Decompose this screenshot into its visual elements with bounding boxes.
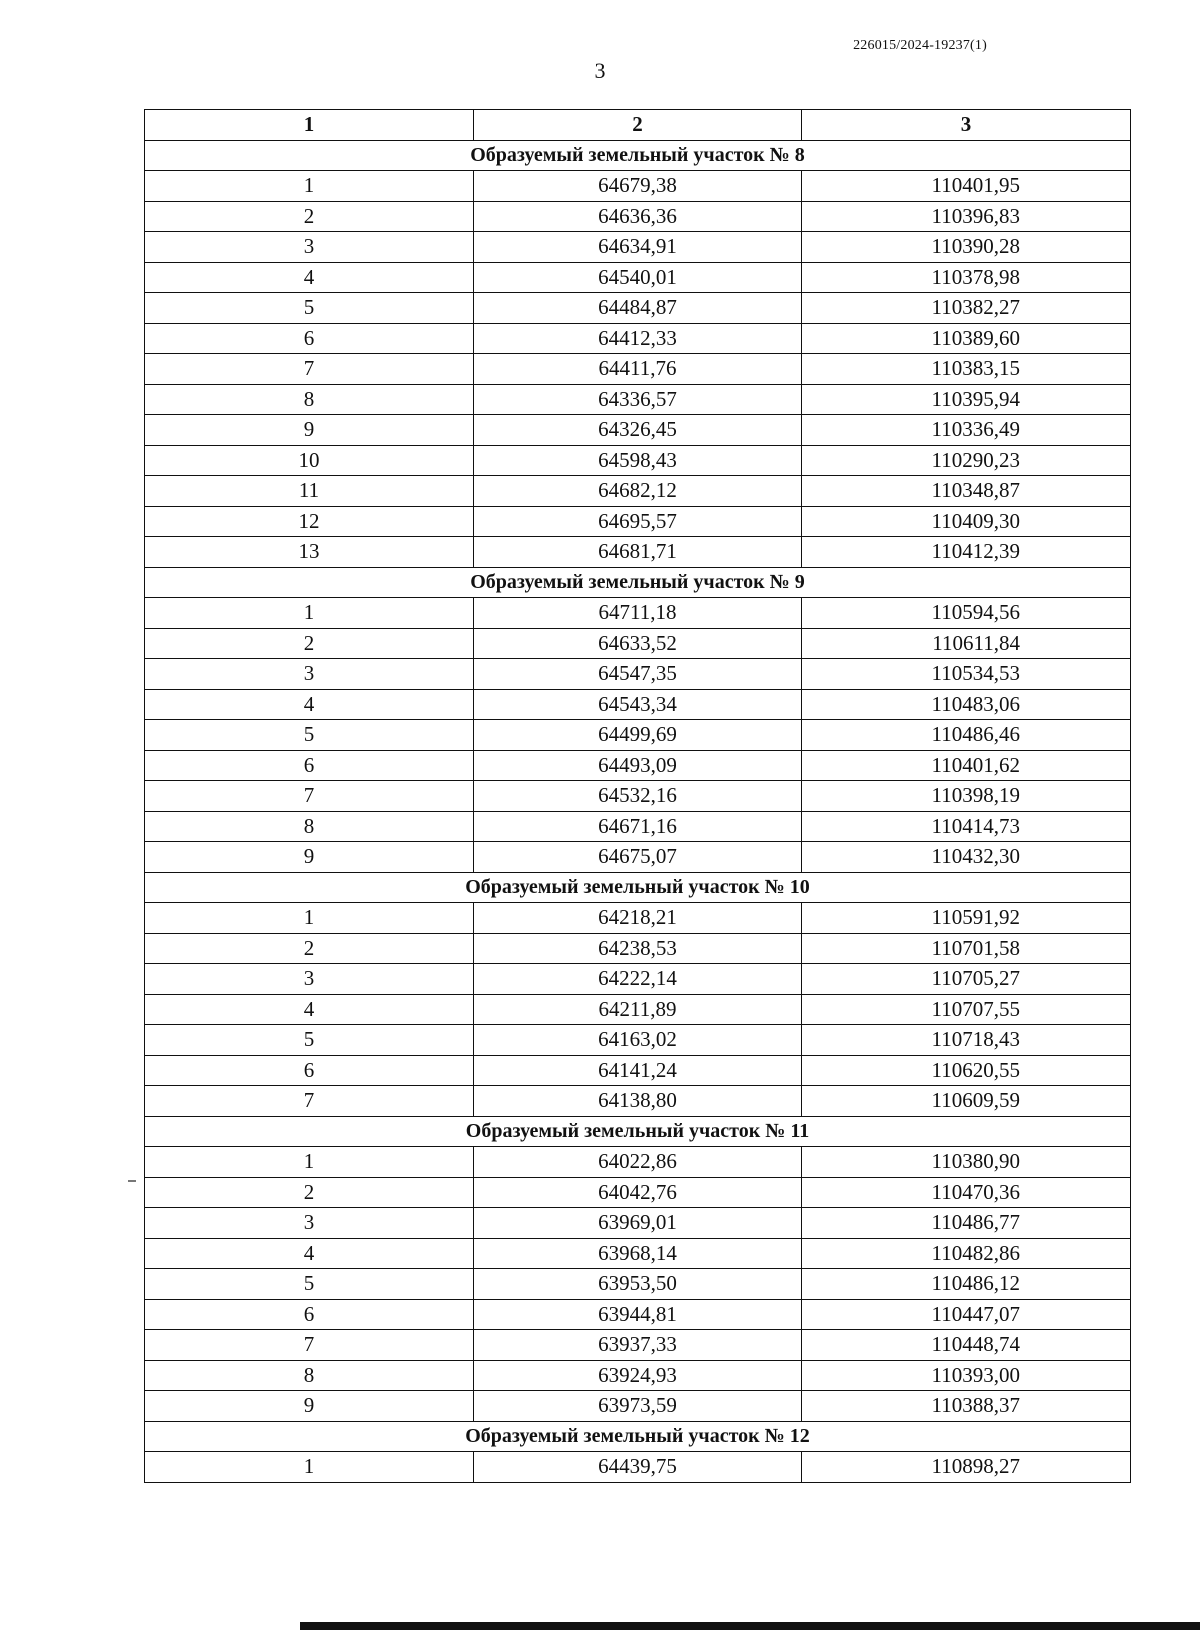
y-coordinate-cell: 110483,06 (802, 689, 1131, 720)
x-coordinate-cell: 64022,86 (474, 1147, 802, 1178)
x-coordinate-cell: 64711,18 (474, 598, 802, 629)
point-number-cell: 3 (145, 964, 474, 995)
section-title: Образуемый земельный участок № 12 (145, 1421, 1131, 1452)
y-coordinate-cell: 110398,19 (802, 781, 1131, 812)
y-coordinate-cell: 110701,58 (802, 933, 1131, 964)
table-row (145, 1025, 1131, 1056)
y-coordinate-cell: 110414,73 (802, 811, 1131, 842)
x-coordinate-cell: 64042,76 (474, 1177, 802, 1208)
x-coordinate-cell: 64636,36 (474, 201, 802, 232)
point-number-cell: 7 (145, 1086, 474, 1117)
point-number-cell: 1 (145, 1452, 474, 1483)
x-coordinate-cell: 64679,38 (474, 171, 802, 202)
y-coordinate-cell: 110898,27 (802, 1452, 1131, 1483)
point-number-cell: 5 (145, 1269, 474, 1300)
table-row (145, 811, 1131, 842)
x-coordinate-cell: 64634,91 (474, 232, 802, 263)
x-coordinate-cell: 64681,71 (474, 537, 802, 568)
y-coordinate-cell: 110486,77 (802, 1208, 1131, 1239)
y-coordinate-cell: 110380,90 (802, 1147, 1131, 1178)
y-coordinate-cell: 110470,36 (802, 1177, 1131, 1208)
x-coordinate-cell: 64222,14 (474, 964, 802, 995)
table-row (145, 598, 1131, 629)
table-row (145, 933, 1131, 964)
point-number-cell: 7 (145, 781, 474, 812)
y-coordinate-cell: 110393,00 (802, 1360, 1131, 1391)
table-row (145, 323, 1131, 354)
scan-mark (128, 1180, 136, 1182)
table-row (145, 384, 1131, 415)
section-title-row (145, 567, 1131, 598)
point-number-cell: 6 (145, 1055, 474, 1086)
point-number-cell: 5 (145, 1025, 474, 1056)
table-row (145, 1330, 1131, 1361)
table-row (145, 293, 1131, 324)
x-coordinate-cell: 64411,76 (474, 354, 802, 385)
table-row (145, 445, 1131, 476)
table-row (145, 903, 1131, 934)
point-number-cell: 1 (145, 598, 474, 629)
table-row (145, 232, 1131, 263)
x-coordinate-cell: 64141,24 (474, 1055, 802, 1086)
table-row (145, 689, 1131, 720)
y-coordinate-cell: 110389,60 (802, 323, 1131, 354)
table-row (145, 628, 1131, 659)
table-row (145, 1238, 1131, 1269)
y-coordinate-cell: 110620,55 (802, 1055, 1131, 1086)
table-row (145, 1055, 1131, 1086)
y-coordinate-cell: 110482,86 (802, 1238, 1131, 1269)
x-coordinate-cell: 64218,21 (474, 903, 802, 934)
y-coordinate-cell: 110390,28 (802, 232, 1131, 263)
table-row (145, 354, 1131, 385)
point-number-cell: 3 (145, 659, 474, 690)
table-row (145, 1086, 1131, 1117)
y-coordinate-cell: 110486,12 (802, 1269, 1131, 1300)
y-coordinate-cell: 110447,07 (802, 1299, 1131, 1330)
table-row (145, 476, 1131, 507)
table-row (145, 1299, 1131, 1330)
table-row (145, 262, 1131, 293)
point-number-cell: 10 (145, 445, 474, 476)
x-coordinate-cell: 63969,01 (474, 1208, 802, 1239)
x-coordinate-cell: 64439,75 (474, 1452, 802, 1483)
point-number-cell: 8 (145, 811, 474, 842)
y-coordinate-cell: 110290,23 (802, 445, 1131, 476)
section-title-row (145, 872, 1131, 903)
point-number-cell: 2 (145, 628, 474, 659)
point-number-cell: 12 (145, 506, 474, 537)
table-row (145, 994, 1131, 1025)
header-cell-point: 1 (145, 110, 474, 141)
y-coordinate-cell: 110388,37 (802, 1391, 1131, 1422)
section-title-row (145, 1421, 1131, 1452)
y-coordinate-cell: 110486,46 (802, 720, 1131, 751)
table-row (145, 964, 1131, 995)
y-coordinate-cell: 110707,55 (802, 994, 1131, 1025)
table-row (145, 171, 1131, 202)
point-number-cell: 1 (145, 903, 474, 934)
x-coordinate-cell: 64211,89 (474, 994, 802, 1025)
x-coordinate-cell: 63924,93 (474, 1360, 802, 1391)
y-coordinate-cell: 110534,53 (802, 659, 1131, 690)
x-coordinate-cell: 64412,33 (474, 323, 802, 354)
point-number-cell: 6 (145, 750, 474, 781)
point-number-cell: 1 (145, 171, 474, 202)
y-coordinate-cell: 110401,95 (802, 171, 1131, 202)
point-number-cell: 5 (145, 293, 474, 324)
point-number-cell: 7 (145, 1330, 474, 1361)
table-row (145, 720, 1131, 751)
y-coordinate-cell: 110378,98 (802, 262, 1131, 293)
section-title: Образуемый земельный участок № 8 (145, 140, 1131, 171)
y-coordinate-cell: 110412,39 (802, 537, 1131, 568)
x-coordinate-cell: 64238,53 (474, 933, 802, 964)
point-number-cell: 11 (145, 476, 474, 507)
table-row (145, 506, 1131, 537)
table-row (145, 1269, 1131, 1300)
x-coordinate-cell: 64499,69 (474, 720, 802, 751)
point-number-cell: 3 (145, 1208, 474, 1239)
y-coordinate-cell: 110396,83 (802, 201, 1131, 232)
point-number-cell: 4 (145, 689, 474, 720)
point-number-cell: 2 (145, 933, 474, 964)
x-coordinate-cell: 64671,16 (474, 811, 802, 842)
table-header-row (145, 110, 1131, 141)
x-coordinate-cell: 63937,33 (474, 1330, 802, 1361)
section-title: Образуемый земельный участок № 11 (145, 1116, 1131, 1147)
point-number-cell: 6 (145, 323, 474, 354)
point-number-cell: 4 (145, 262, 474, 293)
header-cell-y: 3 (802, 110, 1131, 141)
point-number-cell: 8 (145, 1360, 474, 1391)
section-title-row (145, 140, 1131, 171)
table-row (145, 415, 1131, 446)
point-number-cell: 9 (145, 415, 474, 446)
y-coordinate-cell: 110591,92 (802, 903, 1131, 934)
y-coordinate-cell: 110401,62 (802, 750, 1131, 781)
x-coordinate-cell: 64532,16 (474, 781, 802, 812)
table-row (145, 842, 1131, 873)
y-coordinate-cell: 110348,87 (802, 476, 1131, 507)
coordinates-table (144, 109, 1131, 1483)
point-number-cell: 7 (145, 354, 474, 385)
x-coordinate-cell: 64336,57 (474, 384, 802, 415)
x-coordinate-cell: 64543,34 (474, 689, 802, 720)
point-number-cell: 6 (145, 1299, 474, 1330)
section-title: Образуемый земельный участок № 9 (145, 567, 1131, 598)
x-coordinate-cell: 63944,81 (474, 1299, 802, 1330)
table-body (145, 140, 1131, 1482)
y-coordinate-cell: 110718,43 (802, 1025, 1131, 1056)
table-row (145, 1391, 1131, 1422)
x-coordinate-cell: 64163,02 (474, 1025, 802, 1056)
x-coordinate-cell: 64547,35 (474, 659, 802, 690)
y-coordinate-cell: 110448,74 (802, 1330, 1131, 1361)
x-coordinate-cell: 63973,59 (474, 1391, 802, 1422)
x-coordinate-cell: 64540,01 (474, 262, 802, 293)
y-coordinate-cell: 110409,30 (802, 506, 1131, 537)
y-coordinate-cell: 110705,27 (802, 964, 1131, 995)
point-number-cell: 1 (145, 1147, 474, 1178)
table-row (145, 750, 1131, 781)
table-row (145, 1360, 1131, 1391)
y-coordinate-cell: 110383,15 (802, 354, 1131, 385)
y-coordinate-cell: 110609,59 (802, 1086, 1131, 1117)
header-cell-x: 2 (474, 110, 802, 141)
y-coordinate-cell: 110432,30 (802, 842, 1131, 873)
table-row (145, 1147, 1131, 1178)
x-coordinate-cell: 64598,43 (474, 445, 802, 476)
point-number-cell: 2 (145, 1177, 474, 1208)
table-row (145, 201, 1131, 232)
page-number: 3 (594, 58, 606, 83)
x-coordinate-cell: 63968,14 (474, 1238, 802, 1269)
table-row (145, 781, 1131, 812)
point-number-cell: 13 (145, 537, 474, 568)
y-coordinate-cell: 110336,49 (802, 415, 1131, 446)
x-coordinate-cell: 63953,50 (474, 1269, 802, 1300)
x-coordinate-cell: 64484,87 (474, 293, 802, 324)
point-number-cell: 5 (145, 720, 474, 751)
point-number-cell: 4 (145, 994, 474, 1025)
y-coordinate-cell: 110594,56 (802, 598, 1131, 629)
point-number-cell: 9 (145, 1391, 474, 1422)
x-coordinate-cell: 64682,12 (474, 476, 802, 507)
section-title: Образуемый земельный участок № 10 (145, 872, 1131, 903)
y-coordinate-cell: 110382,27 (802, 293, 1131, 324)
x-coordinate-cell: 64493,09 (474, 750, 802, 781)
x-coordinate-cell: 64326,45 (474, 415, 802, 446)
y-coordinate-cell: 110395,94 (802, 384, 1131, 415)
section-title-row (145, 1116, 1131, 1147)
point-number-cell: 8 (145, 384, 474, 415)
x-coordinate-cell: 64138,80 (474, 1086, 802, 1117)
point-number-cell: 2 (145, 201, 474, 232)
x-coordinate-cell: 64633,52 (474, 628, 802, 659)
x-coordinate-cell: 64675,07 (474, 842, 802, 873)
table-row (145, 537, 1131, 568)
scan-bottom-edge (300, 1622, 1200, 1630)
x-coordinate-cell: 64695,57 (474, 506, 802, 537)
table-row (145, 659, 1131, 690)
y-coordinate-cell: 110611,84 (802, 628, 1131, 659)
document-number: 226015/2024-19237(1) (853, 38, 987, 53)
table-row (145, 1452, 1131, 1483)
table-row (145, 1177, 1131, 1208)
point-number-cell: 4 (145, 1238, 474, 1269)
point-number-cell: 3 (145, 232, 474, 263)
table-row (145, 1208, 1131, 1239)
point-number-cell: 9 (145, 842, 474, 873)
